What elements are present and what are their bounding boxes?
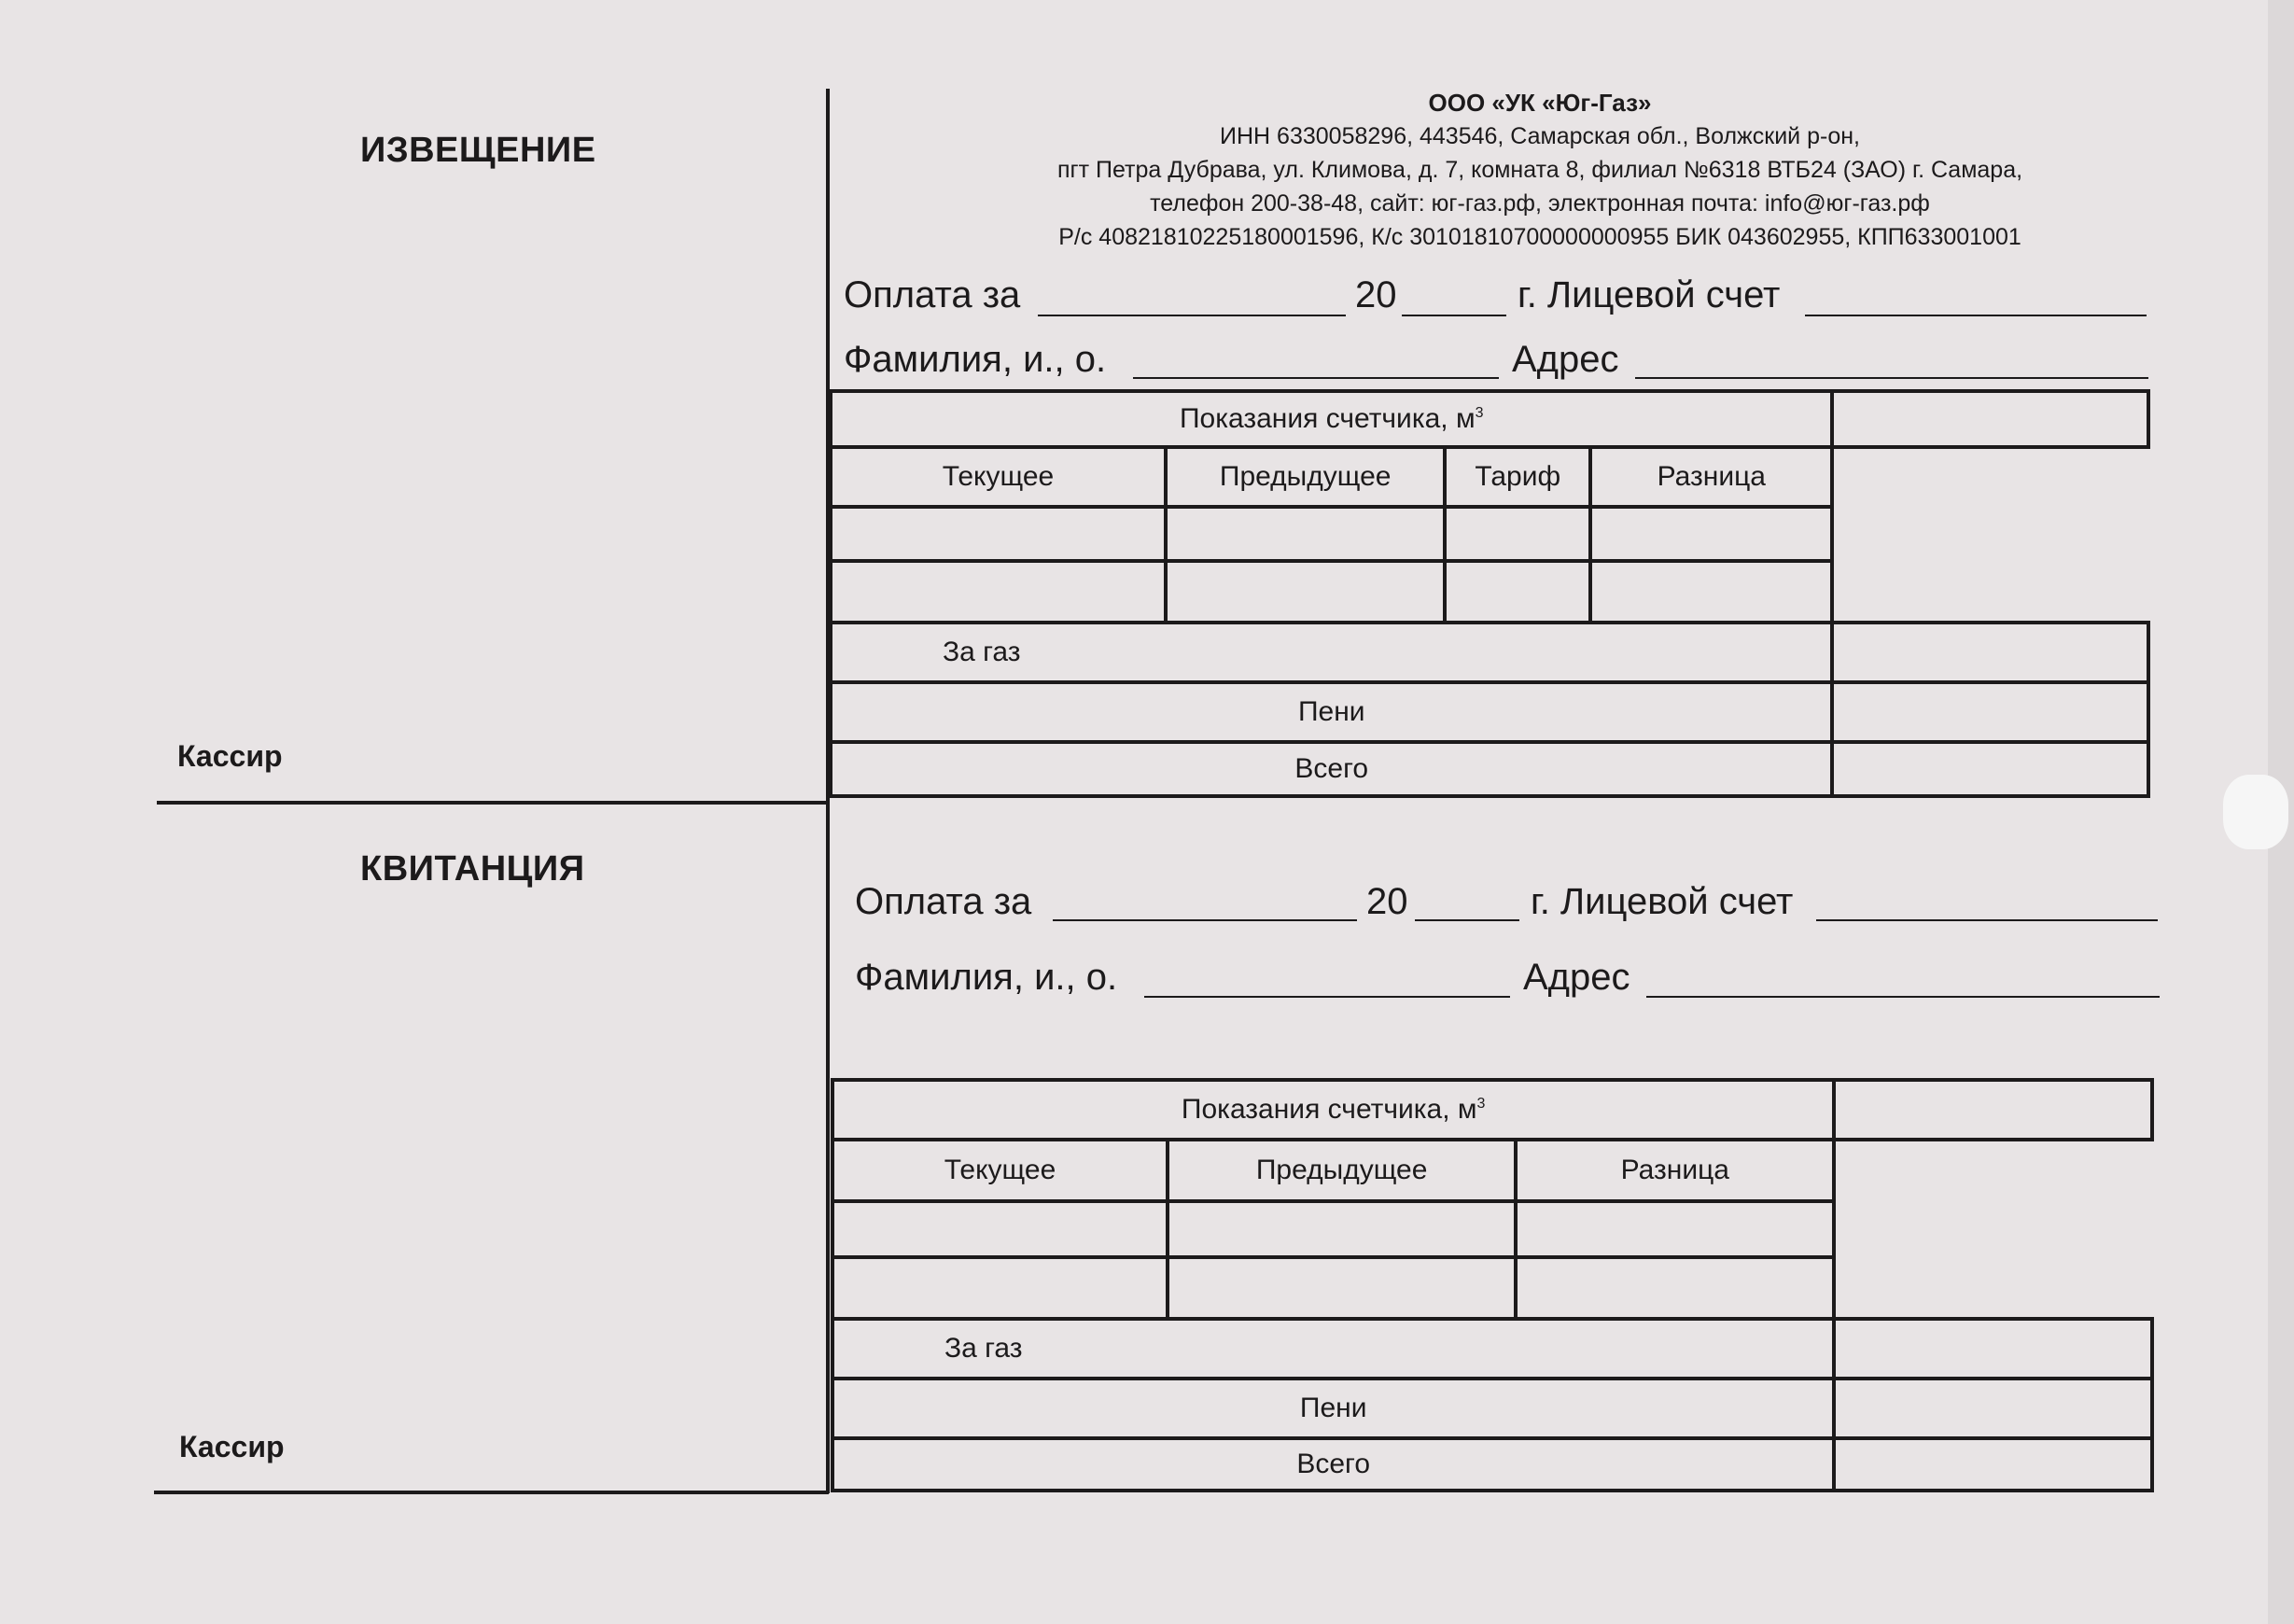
notice-cell-tariff-1[interactable] bbox=[1445, 507, 1590, 561]
notice-penalty-label: Пени bbox=[831, 682, 1832, 742]
notice-payment-for-label: Оплата за bbox=[844, 274, 1021, 315]
receipt-col-difference: Разница bbox=[1516, 1140, 1834, 1201]
notice-name-label: Фамилия, и., о. bbox=[844, 339, 1107, 380]
receipt-payment-for-label: Оплата за bbox=[855, 881, 1032, 922]
notice-col-previous: Предыдущее bbox=[1166, 447, 1445, 507]
receipt-cell-previous-2[interactable] bbox=[1168, 1257, 1516, 1319]
notice-col-current: Текущее bbox=[831, 447, 1166, 507]
notice-col-tariff: Тариф bbox=[1445, 447, 1590, 507]
notice-for-gas-label: За газ bbox=[831, 623, 1832, 682]
notice-address-blank[interactable] bbox=[1635, 377, 2148, 379]
receipt-year-blank[interactable] bbox=[1415, 919, 1519, 921]
notice-col-difference: Разница bbox=[1590, 447, 1832, 507]
receipt-side-blank bbox=[1834, 1140, 2152, 1319]
notice-cell-previous-2[interactable] bbox=[1166, 561, 1445, 623]
receipt-meter-header: Показания счетчика, $м^3$ bbox=[832, 1080, 1834, 1140]
bottom-separator bbox=[154, 1491, 829, 1494]
company-details bbox=[840, 86, 2240, 254]
notice-penalty-amount[interactable] bbox=[1832, 682, 2148, 742]
receipt-col-previous: Предыдущее bbox=[1168, 1140, 1516, 1201]
receipt-cashier-label: Кассир bbox=[179, 1430, 285, 1463]
notice-cashier-label: Кассир bbox=[177, 739, 283, 773]
receipt-meter-table bbox=[831, 1078, 2154, 1492]
paper-tear bbox=[2223, 775, 2288, 849]
receipt-total-amount[interactable] bbox=[1834, 1438, 2152, 1491]
section-separator bbox=[157, 801, 829, 805]
receipt-penalty-label: Пени bbox=[832, 1379, 1834, 1438]
notice-year-blank[interactable] bbox=[1402, 315, 1506, 316]
receipt-cell-current-1[interactable] bbox=[832, 1201, 1168, 1257]
company-name: ООО «УК «Юг-Газ» bbox=[1428, 89, 1652, 117]
notice-cell-tariff-2[interactable] bbox=[1445, 561, 1590, 623]
notice-total-label: Всего bbox=[831, 742, 1832, 796]
notice-for-gas-amount[interactable] bbox=[1832, 623, 2148, 682]
notice-title: ИЗВЕЩЕНИЕ bbox=[360, 131, 596, 170]
receipt-name-label: Фамилия, и., о. bbox=[855, 957, 1118, 998]
notice-cell-current-2[interactable] bbox=[831, 561, 1166, 623]
notice-meter-header: Показания счетчика, $м^3$ bbox=[831, 391, 1832, 447]
receipt-for-gas-label: За газ bbox=[832, 1319, 1834, 1379]
receipt-account-blank[interactable] bbox=[1816, 919, 2158, 921]
notice-cell-difference-2[interactable] bbox=[1590, 561, 1832, 623]
company-line-2: пгт Петра Дубрава, ул. Климова, д. 7, комната 8, филиал №6318 ВТБ24 (ЗАО) г. Самара, bbox=[1056, 157, 2023, 183]
receipt-cell-difference-2[interactable] bbox=[1516, 1257, 1834, 1319]
notice-meter-header-value[interactable] bbox=[1832, 391, 2148, 447]
notice-name-blank[interactable] bbox=[1133, 377, 1499, 379]
notice-address-label: Адрес bbox=[1512, 339, 1619, 380]
receipt-meter-header-value[interactable] bbox=[1834, 1080, 2152, 1140]
receipt-cell-previous-1[interactable] bbox=[1168, 1201, 1516, 1257]
notice-meter-table bbox=[829, 389, 2150, 798]
company-line-4: Р/с 40821810225180001596, К/с 30101810700000000955 БИК 043602955, КПП633001001 bbox=[1058, 224, 2021, 250]
notice-cell-difference-1[interactable] bbox=[1590, 507, 1832, 561]
notice-account-blank[interactable] bbox=[1805, 315, 2147, 316]
notice-total-amount[interactable] bbox=[1832, 742, 2148, 796]
receipt-cell-current-2[interactable] bbox=[832, 1257, 1168, 1319]
receipt-penalty-amount[interactable] bbox=[1834, 1379, 2152, 1438]
receipt-address-label: Адрес bbox=[1523, 957, 1630, 998]
receipt-total-label: Всего bbox=[832, 1438, 1834, 1491]
receipt-cell-difference-1[interactable] bbox=[1516, 1201, 1834, 1257]
company-line-1: ИНН 6330058296, 443546, Самарская обл., Волжский р-он, bbox=[1220, 123, 1860, 149]
receipt-payment-for-blank[interactable] bbox=[1053, 919, 1357, 921]
receipt-account-label: г. Лицевой счет bbox=[1531, 881, 1794, 922]
receipt-name-blank[interactable] bbox=[1144, 996, 1510, 998]
notice-account-label: г. Лицевой счет bbox=[1518, 274, 1781, 315]
receipt-address-blank[interactable] bbox=[1646, 996, 2160, 998]
notice-side-blank bbox=[1832, 447, 2148, 623]
receipt-for-gas-amount[interactable] bbox=[1834, 1319, 2152, 1379]
receipt-title: КВИТАНЦИЯ bbox=[360, 849, 585, 889]
notice-cell-previous-1[interactable] bbox=[1166, 507, 1445, 561]
receipt-col-current: Текущее bbox=[832, 1140, 1168, 1201]
notice-payment-for-blank[interactable] bbox=[1038, 315, 1346, 316]
company-line-3: телефон 200-38-48, сайт: юг-газ.рф, электронная почта: info@юг-газ.рф bbox=[1150, 190, 1930, 217]
receipt-year-prefix: 20 bbox=[1366, 881, 1408, 922]
notice-year-prefix: 20 bbox=[1355, 274, 1397, 315]
notice-cell-current-1[interactable] bbox=[831, 507, 1166, 561]
